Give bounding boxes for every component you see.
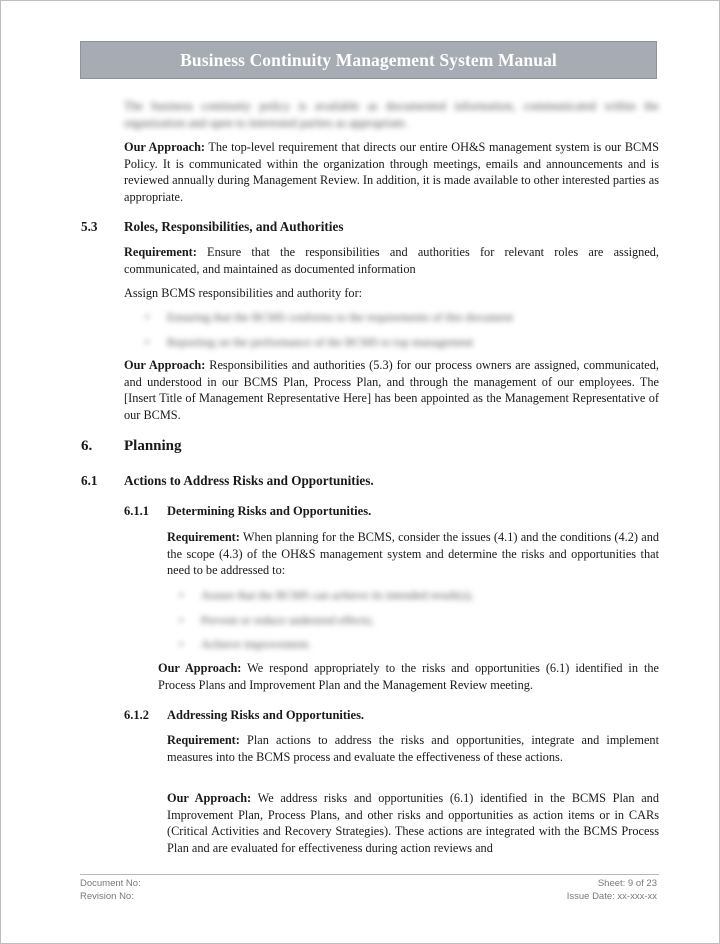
requirement-label: Requirement:: [167, 530, 240, 544]
section-title-6: Planning: [124, 438, 182, 454]
approach-text: Responsibilities and authorities (5.3) for our process owners are assigned, communicated, and understood in our BCMS Plan, Process Plan, and through the management of our employees. The [Insert Title of Management Representative Here] has been appointed as the Management Representative of our BCMS.: [124, 358, 659, 422]
intro-approach-paragraph: [124, 139, 659, 205]
approach-5-3: [124, 357, 659, 423]
section-title-6-1-1: Determining Risks and Opportunities.: [167, 504, 372, 518]
document-page: Business Continuity Management System Manual The business continuity policy is available as documented information, communicated within the organization and open to interested parties as appropriate. Our Approach: The top-level requirement that directs our entire OH&S management system is our BCMS Policy. It is communicated within the organization through meetings, emails and announcements and is reviewed annually during Management Review. In addition, it is made available to other interested parties as appropriate. 5.3 Roles, Responsibilities, and Authorities Requirement: Ensure that the responsibilities and authorities for relevant roles are assigned, communicated, and maintained as documented information Assign BCMS responsibilities and authority for: • Ensuring that the BCMS conforms to the requirements of this document • Reporting on the performance of the BCMS to top management Our Approach: Responsibilities and authorities (5.3) for our process owners are assigned, communicated, and understood in our BCMS Plan, Process Plan, and through the management of our employees. The [Insert Title of Management Representative Here] has been appointed as the Management Representative of our BCMS. 6. Planning 6.1 Actions to Address Risks and Opportunities. 6.1.1 Determining Risks and Opportunities. Requirement: When planning for the BCMS, consider the issues (4.1) and the conditions (4.2) and the scope (4.3) of the OH&S management system and determine the risks and opportunities that need to be addressed to: • Assure that the BCMS can achieve its intended result(s); • Prevent or reduce undesired effects; • Achieve improvement. Our Approach: We respond appropriately to the risks and opportunities (6.1) identified in the Process Plans and Improvement Plan and the Management Review meeting. 6.1.2 Addressing Risks and Opportunities. Requirement: Plan actions to address the risks and opportunities, integrate and implement measures into the BCMS process and evaluate the effectiveness of these actions. Our Approach: We address risks and opportunities (6.1) identified in the BCMS Plan and Improvement Plan, Process Plans, and other risks and opportunities as action items or in CARs (Critical Activities and Recovery Strategies). These actions are integrated with the BCMS Process Plan and are evaluated for effectiveness during action reviews and Document No: Revision No: Sheet: 9 of 23 Issue Date: xx-xxx-xx: [0, 0, 720, 944]
requirement-text: Plan actions to address the risks and opportunities, integrate and implement measures into the BCMS process and evaluate the effectiveness of these actions.: [167, 733, 659, 764]
section-number-6-1-1: 6.1.1: [124, 504, 149, 518]
approach-6-1-1: [158, 660, 659, 693]
footer-document-no: Document No:: [80, 878, 141, 889]
requirement-5-3: [124, 244, 659, 277]
section-number-6-1-2: 6.1.2: [124, 708, 149, 722]
approach-label: Our Approach:: [124, 358, 206, 372]
footer-issue-date: Issue Date: xx-xxx-xx: [566, 891, 657, 902]
footer-divider: [80, 874, 659, 875]
section-title-5-3: Roles, Responsibilities, and Authorities: [124, 219, 344, 234]
section-number-5-3: 5.3: [81, 219, 98, 234]
bullet-glyph: •: [179, 588, 184, 602]
requirement-text: Ensure that the responsibilities and authorities for relevant roles are assigned, communicated, and maintained as documented information: [124, 245, 659, 276]
bullet-glyph: •: [179, 613, 184, 627]
approach-label: Our Approach:: [158, 661, 242, 675]
requirement-6-1-1: [167, 529, 659, 579]
approach-text: The top-level requirement that directs our entire OH&S management system is our BCMS Policy. It is communicated within the organization through meetings, emails and announcements and is reviewed annually during Management Review. In addition, it is made available to other interested parties as appropriate.: [124, 140, 659, 204]
footer-sheet-number: Sheet: 9 of 23: [597, 878, 657, 889]
section-title-6-1-2: Addressing Risks and Opportunities.: [167, 708, 365, 722]
approach-label: Our Approach:: [167, 791, 252, 805]
section-number-6-1: 6.1: [81, 473, 98, 488]
assign-text: Assign BCMS responsibilities and authority for:: [124, 286, 363, 300]
section-number-6: 6.: [81, 438, 93, 454]
requirement-label: Requirement:: [167, 733, 240, 747]
document-title: Business Continuity Management System Manual: [180, 49, 557, 70]
bullet-glyph: •: [145, 335, 150, 349]
requirement-text: When planning for the BCMS, consider the issues (4.1) and the conditions (4.2) and the scope (4.3) of the OH&S management system and determine the risks and opportunities that need to be addressed to:: [167, 530, 659, 577]
approach-text: We address risks and opportunities (6.1) identified in the BCMS Plan and Improvement Plan, Process Plans, and other risks and opportunities as action items or in CARs (Critical Activities and Recovery Strategies). These actions are integrated with the BCMS Process Plan and are evaluated for effectiveness during action reviews and: [167, 791, 659, 855]
document-header-banner: [80, 41, 657, 79]
requirement-6-1-2: [167, 732, 659, 765]
approach-label: Our Approach:: [124, 140, 206, 154]
bullet-glyph: •: [145, 310, 150, 324]
footer-revision-no: Revision No:: [80, 891, 134, 902]
blurred-policy-text: The business continuity policy is available as documented information, communicated within the organization and open to interested parties as appropriate.: [124, 99, 659, 130]
bullet-glyph: •: [179, 637, 184, 651]
approach-text: We respond appropriately to the risks and opportunities (6.1) identified in the Process Plans and Improvement Plan and the Management Review meeting.: [158, 661, 659, 692]
requirement-label: Requirement:: [124, 245, 197, 259]
section-title-6-1: Actions to Address Risks and Opportunities.: [124, 473, 374, 488]
approach-6-1-2: [167, 790, 659, 856]
